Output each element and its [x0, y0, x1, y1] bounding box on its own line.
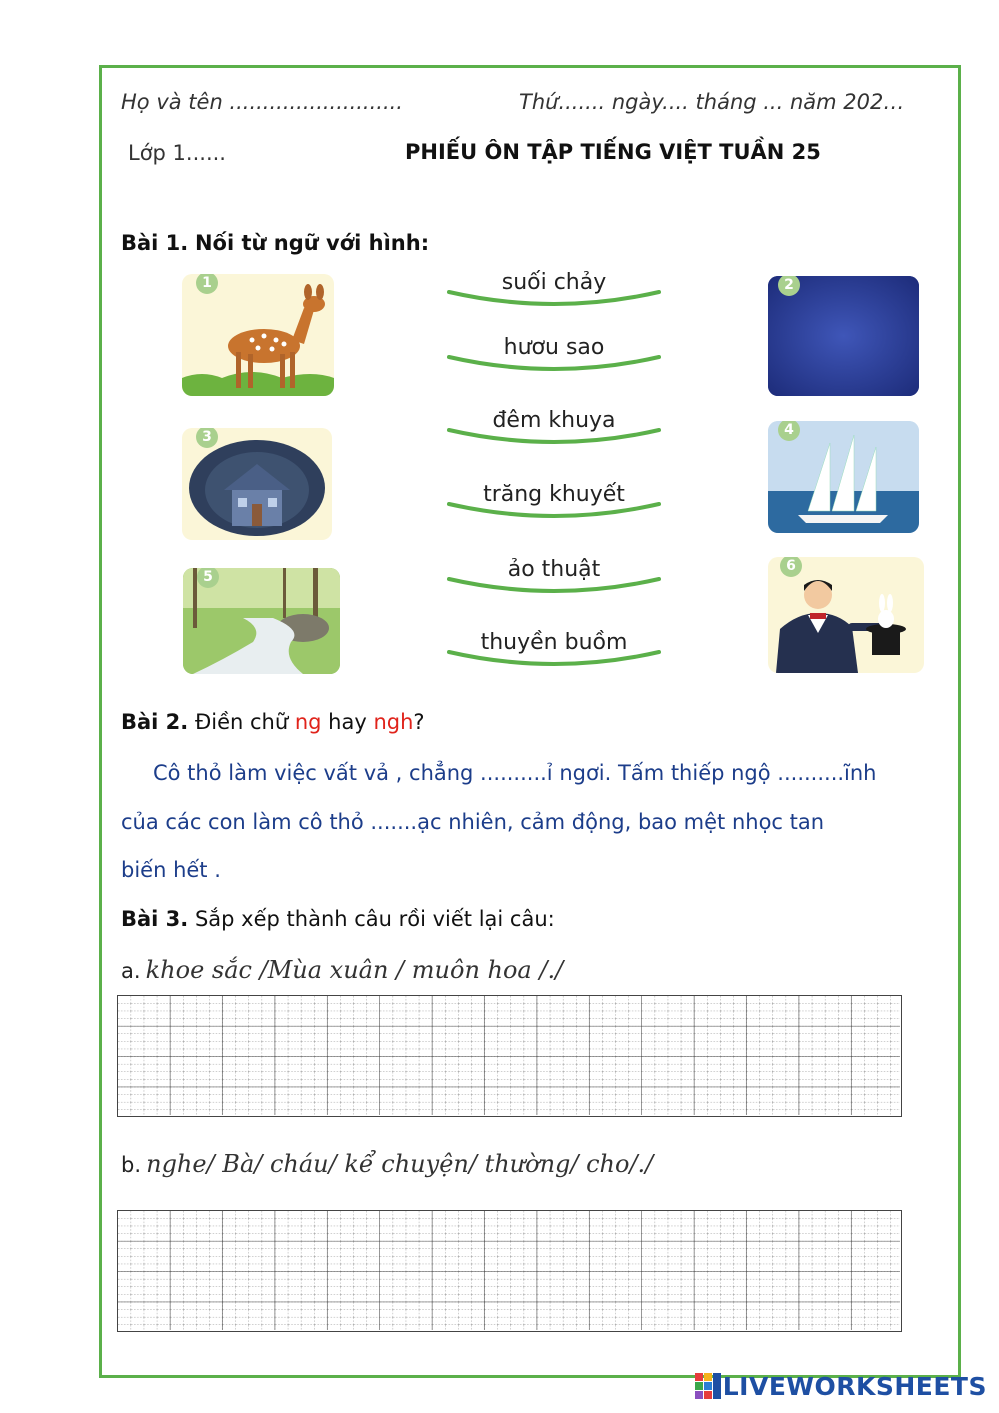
liveworksheets-logo-icon: [695, 1373, 721, 1399]
word-label: suối chảy: [501, 270, 607, 295]
picture-number: 2: [778, 276, 800, 296]
sentence-b-prefix: b.: [121, 1153, 142, 1177]
date-line: Thứ....... ngày.... tháng ... năm 202…: [519, 90, 905, 114]
bai2-label: Bài 2.: [121, 710, 189, 734]
word-card[interactable]: [446, 270, 662, 310]
liveworksheets-logo: [695, 1372, 987, 1401]
word-label: trăng khuyết: [483, 482, 625, 507]
bai2-heading: [121, 710, 425, 734]
bai3-heading: [121, 907, 555, 931]
word-label: đêm khuya: [492, 408, 616, 433]
bai2-instruction-mid: hay: [321, 710, 374, 734]
sentence-b-text: nghe/ Bà/ cháu/ kể chuyện/ thường/ cho/./: [146, 1150, 654, 1178]
word-label: ảo thuật: [507, 557, 601, 582]
sentence-a-prefix: a.: [121, 959, 141, 983]
picture-card[interactable]: [768, 557, 924, 673]
sentence-b: [121, 1150, 653, 1178]
picture-number: 6: [780, 557, 802, 577]
grid-lines: [118, 1211, 900, 1330]
name-line: Họ và tên ..........................: [121, 90, 403, 114]
word-card[interactable]: [446, 482, 662, 522]
word-card[interactable]: [446, 335, 662, 375]
logo-text: LIVEWORKSHEETS: [722, 1372, 987, 1401]
fill-line-1: Cô thỏ làm việc vất vả , chẳng ..........ỉ ngơi. Tấm thiếp ngộ ..........ĩnh: [153, 761, 877, 785]
bai3-instruction: Sắp xếp thành câu rồi viết lại câu:: [194, 907, 555, 931]
picture-number: 1: [196, 274, 218, 294]
option-ng: ng: [294, 710, 322, 734]
fill-line-2: của các con làm cô thỏ .......ạc nhiên, cảm động, bao mệt nhọc tan: [121, 810, 825, 834]
fill-line-3: biến hết .: [121, 858, 221, 882]
sentence-a-text: khoe sắc /Mùa xuân / muôn hoa /./: [145, 956, 564, 984]
word-card[interactable]: [446, 557, 662, 597]
option-ngh: ngh: [373, 710, 414, 734]
writing-grid-a[interactable]: [117, 995, 902, 1117]
picture-card[interactable]: [182, 274, 334, 396]
picture-card[interactable]: [768, 421, 919, 533]
picture-number: 5: [197, 568, 219, 588]
picture-card[interactable]: [183, 568, 340, 674]
sentence-a: [121, 956, 563, 984]
bai1-label: Bài 1.: [121, 231, 189, 255]
picture-card[interactable]: [768, 276, 919, 396]
grid-lines: [118, 996, 900, 1115]
word-label: hươu sao: [503, 335, 605, 360]
class-line: Lớp 1......: [128, 141, 226, 165]
page-title: PHIẾU ÔN TẬP TIẾNG VIỆT TUẦN 25: [405, 140, 821, 164]
picture-number: 3: [196, 428, 218, 448]
picture-card[interactable]: [182, 428, 332, 540]
bai1-heading: [121, 231, 429, 255]
bai3-label: Bài 3.: [121, 907, 189, 931]
word-card[interactable]: [446, 630, 662, 670]
bai2-instruction-pre: Điền chữ: [194, 710, 295, 734]
bai1-instruction: Nối từ ngữ với hình:: [194, 231, 430, 255]
writing-grid-b[interactable]: [117, 1210, 902, 1332]
picture-number: 4: [778, 421, 800, 441]
word-label: thuyền buồm: [480, 630, 628, 655]
bai2-instruction-post: ?: [413, 710, 425, 734]
word-card[interactable]: [446, 408, 662, 448]
